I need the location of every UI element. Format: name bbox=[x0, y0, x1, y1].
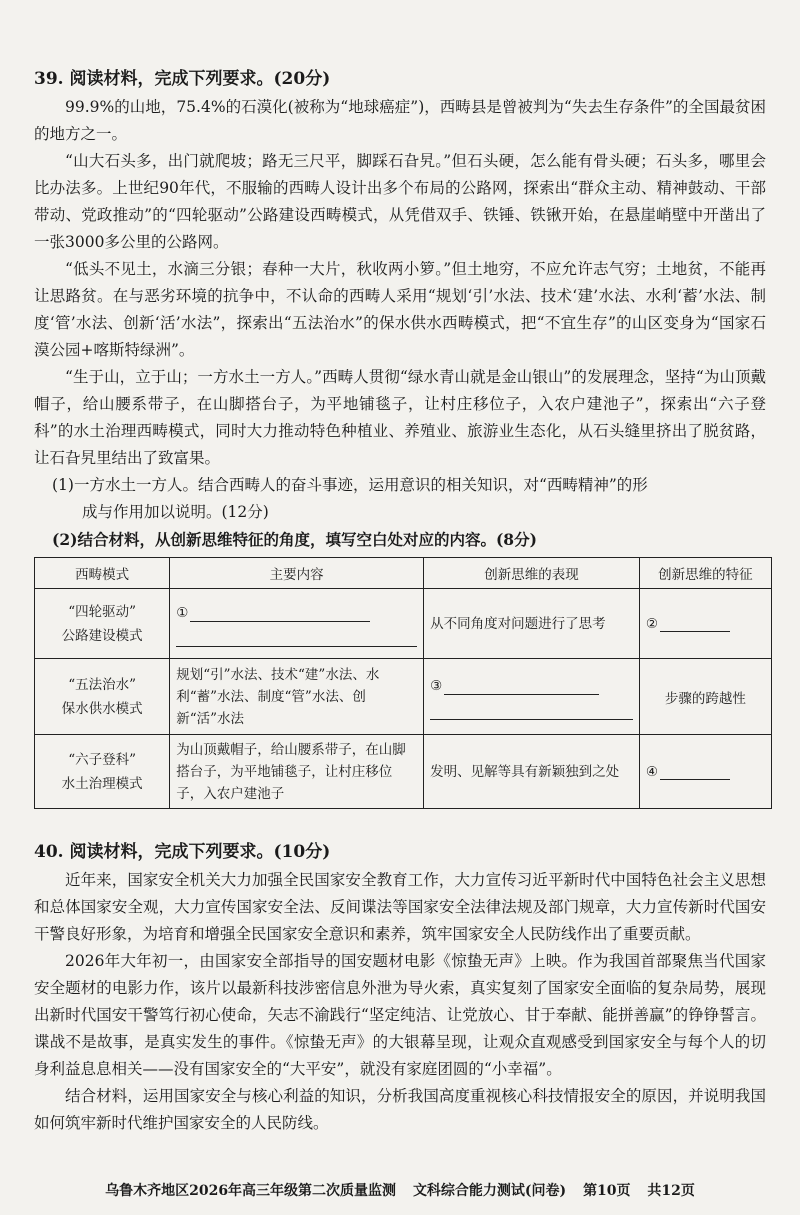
footer-page-number: 第10页 bbox=[583, 1183, 631, 1199]
table-row bbox=[35, 735, 772, 809]
footer-page-total: 共12页 bbox=[647, 1183, 695, 1199]
mode-cell bbox=[35, 589, 170, 659]
header-trait: 创新思维的特征 bbox=[639, 558, 771, 589]
blank-marker-3: ③ bbox=[430, 677, 443, 694]
footer-exam-name: 乌鲁木齐地区2026年高三年级第二次质量监测 bbox=[105, 1183, 397, 1199]
answer-blank-3b[interactable] bbox=[430, 699, 633, 720]
blank-marker-4: ④ bbox=[645, 764, 658, 780]
header-content: 主要内容 bbox=[170, 558, 424, 589]
answer-blank-1b[interactable] bbox=[176, 626, 417, 647]
mode-name: “五法治水” bbox=[68, 676, 137, 693]
mode-name: “六子登科” bbox=[68, 751, 137, 768]
mode-type: 公路建设模式 bbox=[61, 627, 143, 644]
table-row bbox=[35, 589, 772, 659]
q40-paragraph-3: 结合材料，运用国家安全与核心利益的知识，分析我国高度重视核心科技情报安全的原因，并说明我国如何筑牢新时代维护国家安全的人民防线。 bbox=[34, 1087, 766, 1132]
q39-sub-question-2: (2)结合材料，从创新思维特征的角度，填写空白处对应的内容。(8分) bbox=[52, 530, 537, 549]
question-40-heading: 40. 阅读材料，完成下列要求。(10分) bbox=[34, 842, 331, 862]
mode-cell bbox=[35, 735, 170, 809]
blank-marker-1: ① bbox=[176, 604, 189, 621]
answer-blank-4[interactable] bbox=[660, 763, 730, 780]
trait-cell: 步骤的跨越性 bbox=[639, 659, 771, 735]
q39-paragraph-1: 99.9%的山地，75.4%的石漠化(被称为“地球癌症”)，西畴县是曾被判为“失去生存条件”的全国最贫困的地方之一。 bbox=[34, 98, 766, 143]
mode-type: 保水供水模式 bbox=[61, 700, 143, 717]
performance-cell: 发明、见解等具有新颖独到之处 bbox=[424, 735, 640, 809]
header-mode: 西畴模式 bbox=[35, 558, 170, 589]
answer-blank-2[interactable] bbox=[660, 615, 730, 632]
page-footer bbox=[0, 1180, 800, 1200]
header-performance: 创新思维的表现 bbox=[424, 558, 640, 589]
trait-cell bbox=[639, 589, 771, 659]
innovation-table bbox=[34, 557, 772, 809]
performance-cell bbox=[424, 659, 640, 735]
q39-sub-question-1-line-2: 成与作用加以说明。(12分) bbox=[82, 503, 269, 521]
answer-blank-3a[interactable] bbox=[444, 674, 599, 695]
mode-cell bbox=[35, 659, 170, 735]
q39-paragraph-4: “生于山，立于山；一方水土一方人。”西畴人贯彻“绿水青山就是金山银山”的发展理念，坚持“为山顶戴帽子，给山腰系带子，在山脚搭台子，为平地铺毯子，让村庄移位子，入农户建池子”，探索出“六子登科”的水土治理西畴模式，同时大力推动特色种植业、养殖业、旅游业生态化，从石头缝里挤出了脱贫路，让石旮旯里结出了致富果。 bbox=[34, 368, 766, 467]
q39-paragraph-3: “低头不见土，水滴三分银；春种一大片，秋收两小箩。”但土地穷，不应允许志气穷；土地贫，不能再让思路贫。在与恶劣环境的抗争中，不认命的西畴人采用“规划‘引’水法、技术‘建’水法、水利‘蓄’水法、制度‘管’水法、创新‘活’水法”，探索出“五法治水”的保水供水西畴模式，把“不宜生存”的山区变身为“国家石漠公园+喀斯特绿洲”。 bbox=[34, 260, 766, 359]
table-header-row bbox=[35, 558, 772, 589]
q39-sub-question-1-line-1: (1)一方水土一方人。结合西畴人的奋斗事迹，运用意识的相关知识，对“西畴精神”的形 bbox=[52, 476, 648, 494]
q40-paragraph-1: 近年来，国家安全机关大力加强全民国家安全教育工作，大力宣传习近平新时代中国特色社会主义思想和总体国家安全观，大力宣传国家安全法、反间谍法等国家安全法律法规及部门规章，大力宣传新时代国安干警良好形象，为培育和增强全民国家安全意识和素养，筑牢国家安全人民防线作出了重要贡献。 bbox=[34, 871, 766, 943]
mode-name: “四轮驱动” bbox=[68, 603, 137, 620]
question-39-heading: 39. 阅读材料，完成下列要求。(20分) bbox=[34, 69, 331, 89]
mode-type: 水土治理模式 bbox=[61, 775, 143, 792]
answer-blank-1a[interactable] bbox=[190, 601, 370, 622]
footer-subject: 文科综合能力测试(问卷) bbox=[412, 1183, 567, 1199]
table-row bbox=[35, 659, 772, 735]
content-cell: 规划“引”水法、技术“建”水法、水利“蓄”水法、制度“管”水法、创新“活”水法 bbox=[170, 659, 424, 735]
content-cell: 为山顶戴帽子，给山腰系带子，在山脚搭台子，为平地铺毯子，让村庄移位子，入农户建池子 bbox=[170, 735, 424, 809]
performance-cell: 从不同角度对问题进行了思考 bbox=[424, 589, 640, 659]
q39-sub-question-1 bbox=[34, 472, 766, 526]
blank-marker-2: ② bbox=[645, 616, 658, 632]
content-cell bbox=[170, 589, 424, 659]
q39-paragraph-2: “山大石头多，出门就爬坡；路无三尺平，脚踩石旮旯。”但石头硬，怎么能有骨头硬；石头多，哪里会比办法多。上世纪90年代，不服输的西畴人设计出多个布局的公路网，探索出“群众主动、精神鼓动、干部带动、党政推动”的“四轮驱动”公路建设西畴模式，从凭借双手、铁锤、铁锹开始，在悬崖峭壁中开凿出了一张3000多公里的公路网。 bbox=[34, 152, 766, 251]
trait-cell bbox=[639, 735, 771, 809]
q40-paragraph-2: 2026年大年初一，由国家安全部指导的国安题材电影《惊蛰无声》上映。作为我国首部聚焦当代国家安全题材的电影力作，该片以最新科技涉密信息外泄为导火索，真实复刻了国家安全面临的复杂局势，展现出新时代国安干警笃行初心使命，矢志不渝践行“坚定纯洁、让党放心、甘于奉献、能拼善赢”的铮铮誓言。谍战不是故事，是真实发生的事件。《惊蛰无声》的大银幕呈现，让观众直观感受到国家安全与每个人的切身利益息息相关——没有国家安全的“大平安”，就没有家庭团圆的“小幸福”。 bbox=[34, 952, 766, 1078]
